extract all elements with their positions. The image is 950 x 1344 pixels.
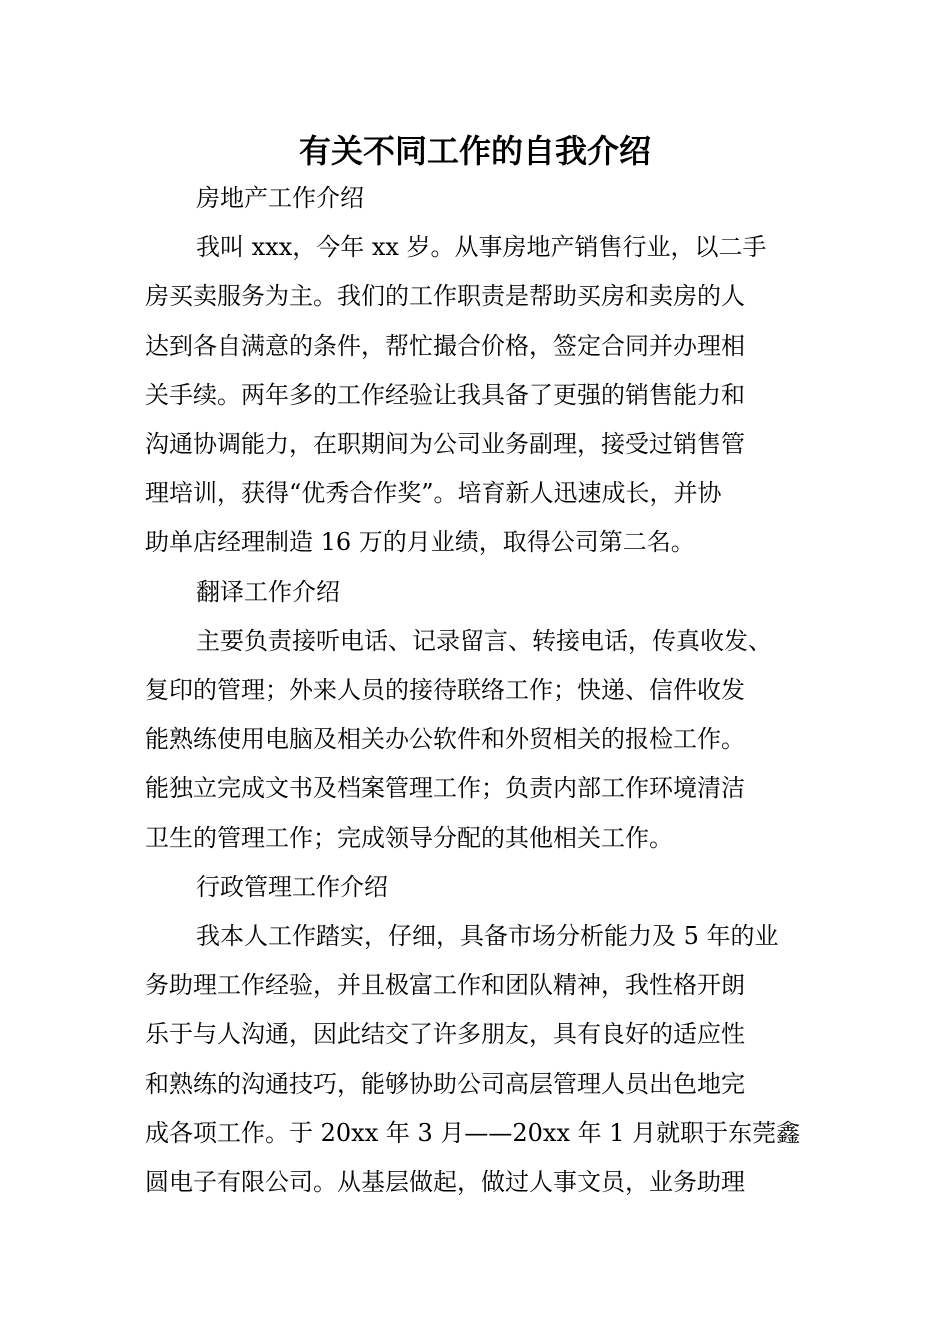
page-title: 有关不同工作的自我介绍 [298, 132, 651, 170]
text-line: 圆电子有限公司。从基层做起，做过人事文员，业务助理 [145, 1168, 745, 1196]
text-line: 助单店经理制造 16 万的月业绩，取得公司第二名。 [145, 528, 695, 557]
text-line: 我叫 xxx，今年 xx 岁。从事房地产销售行业，以二手 [196, 233, 767, 262]
text-line: 能熟练使用电脑及相关办公软件和外贸相关的报检工作。 [145, 725, 745, 754]
text-line: 和熟练的沟通技巧，能够协助公司高层管理人员出色地完 [145, 1069, 745, 1098]
text-line: 沟通协调能力，在职期间为公司业务副理，接受过销售管 [145, 430, 745, 458]
text-line: 卫生的管理工作；完成领导分配的其他相关工作。 [145, 823, 673, 852]
text-line: 房买卖服务为主。我们的工作职责是帮助买房和卖房的人 [145, 282, 745, 311]
text-line: 成各项工作。于 20xx 年 3 月——20xx 年 1 月就职于东莞鑫 [145, 1118, 801, 1147]
text-line: 务助理工作经验，并且极富工作和团队精神，我性格开朗 [145, 971, 745, 1000]
text-line: 主要负责接听电话、记录留言、转接电话，传真收发、 [196, 626, 772, 655]
text-line: 我本人工作踏实，仔细，具备市场分析能力及 5 年的业 [196, 922, 779, 950]
text-line: 行政管理工作介绍 [196, 872, 388, 901]
text-line: 翻译工作介绍 [196, 577, 340, 606]
text-line: 能独立完成文书及档案管理工作；负责内部工作环境清洁 [145, 774, 745, 803]
text-line: 达到各自满意的条件，帮忙撮合价格，签定合同并办理相 [145, 331, 745, 360]
text-line: 乐于与人沟通，因此结交了许多朋友，具有良好的适应性 [145, 1020, 745, 1049]
text-line: 理培训，获得“优秀合作奖”。培育新人迅速成长，并协 [145, 479, 722, 508]
text-line: 房地产工作介绍 [196, 184, 364, 212]
text-line: 关手续。两年多的工作经验让我具备了更强的销售能力和 [145, 380, 745, 409]
text-line: 复印的管理；外来人员的接待联络工作；快递、信件收发 [145, 676, 745, 704]
